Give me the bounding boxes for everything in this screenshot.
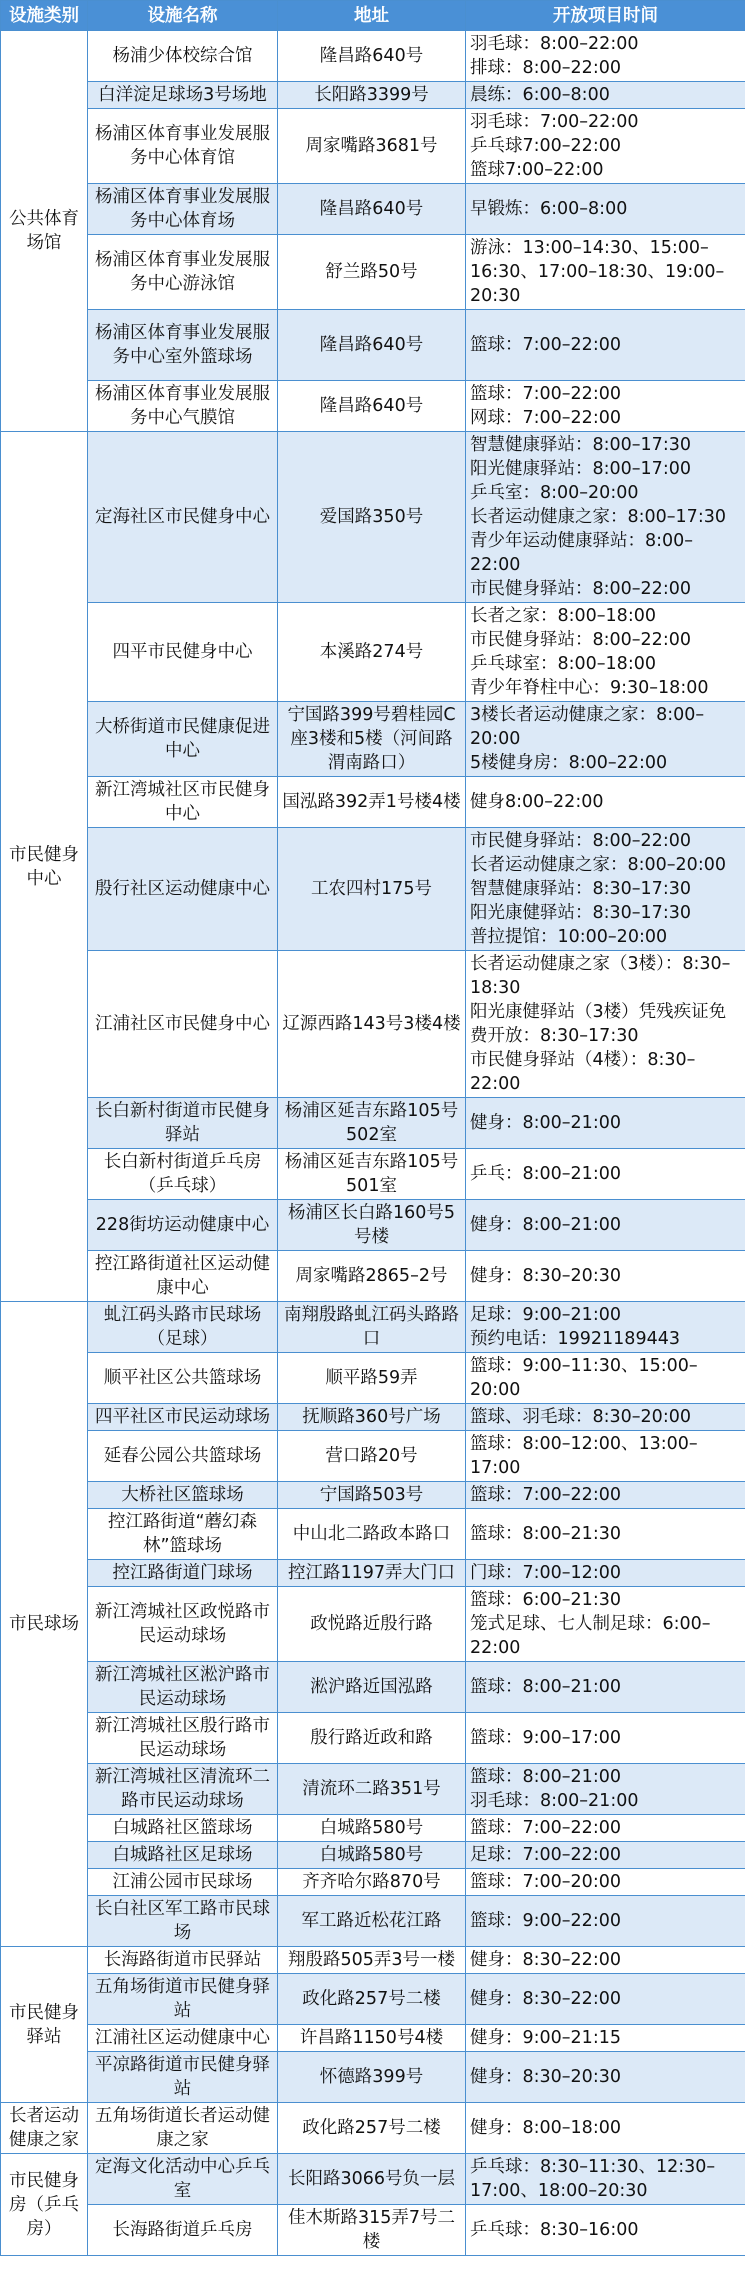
hours-line: 乒乓球7:00–22:00	[470, 136, 621, 156]
hours-line: 篮球：7:00–22:00	[470, 1485, 621, 1505]
hours-line: 阳光康健驿站（3楼）凭残疾证免费开放：8:30–17:30	[470, 1002, 727, 1046]
hours-line: 羽毛球：7:00–22:00	[470, 112, 639, 132]
category-cell: 市民健身驿站	[1, 1947, 88, 2103]
address-cell: 佳木斯路315弄7号二楼	[278, 2205, 466, 2256]
hours-line: 篮球：8:00–21:00	[470, 1767, 621, 1787]
open-hours-cell	[466, 31, 745, 82]
category-cell: 公共体育场馆	[1, 31, 88, 432]
table-row	[1, 1149, 745, 1200]
open-hours-cell	[466, 82, 745, 109]
facility-name-cell: 大桥社区篮球场	[88, 1482, 278, 1509]
hours-line: 游泳：13:00–14:30、15:00–16:30、17:00–18:30、19:00–20:30	[470, 238, 725, 306]
hours-line: 阳光康健驿站：8:30–17:30	[470, 903, 691, 923]
hours-line: 乒乓：8:00–21:00	[470, 1164, 621, 1184]
address-cell: 清流环二路351号	[278, 1764, 466, 1815]
facility-name-cell: 新江湾城社区淞沪路市民运动球场	[88, 1662, 278, 1713]
hours-line: 篮球：9:00–22:00	[470, 1911, 621, 1931]
hours-line: 健身：9:00–21:15	[470, 2028, 621, 2048]
table-row	[1, 109, 745, 184]
table-row	[1, 1404, 745, 1431]
category-cell: 市民球场	[1, 1302, 88, 1947]
table-row	[1, 1509, 745, 1560]
hours-line: 5楼健身房：8:00–22:00	[470, 753, 668, 773]
open-hours-cell	[466, 1098, 745, 1149]
table-row	[1, 1560, 745, 1587]
table-row	[1, 1482, 745, 1509]
address-cell: 宁国路503号	[278, 1482, 466, 1509]
hours-line: 健身：8:00–21:00	[470, 1215, 621, 1235]
open-hours-cell	[466, 109, 745, 184]
facility-name-cell: 228街坊运动健康中心	[88, 1200, 278, 1251]
facility-name-cell: 五角场街道市民健身驿站	[88, 1974, 278, 2025]
hours-line: 青少年脊柱中心：9:30–18:00	[470, 678, 709, 698]
facility-name-cell: 江浦社区运动健康中心	[88, 2025, 278, 2052]
hours-line: 乒乓室：8:00–20:00	[470, 483, 639, 503]
address-cell: 齐齐哈尔路870号	[278, 1869, 466, 1896]
facility-name-cell: 白城路社区篮球场	[88, 1815, 278, 1842]
open-hours-cell	[466, 1713, 745, 1764]
address-cell: 杨浦区延吉东路105号501室	[278, 1149, 466, 1200]
hours-line: 篮球：8:00–21:30	[470, 1524, 621, 1544]
address-cell: 南翔殷路虬江码头路路口	[278, 1302, 466, 1353]
hours-line: 乒乓球：8:30–16:00	[470, 2220, 639, 2240]
hours-line: 预约电话：19921189443	[470, 1329, 680, 1349]
facility-name-cell: 杨浦少体校综合馆	[88, 31, 278, 82]
table-row	[1, 1974, 745, 2025]
open-hours-cell	[466, 1404, 745, 1431]
address-cell: 中山北二路政本路口	[278, 1509, 466, 1560]
table-row	[1, 1353, 745, 1404]
table-row	[1, 1200, 745, 1251]
facility-name-cell: 虬江码头路市民球场（足球）	[88, 1302, 278, 1353]
address-cell: 隆昌路640号	[278, 381, 466, 432]
hours-line: 网球：7:00–22:00	[470, 408, 621, 428]
address-cell: 军工路近松花江路	[278, 1896, 466, 1947]
open-hours-cell	[466, 828, 745, 951]
address-cell: 控江路1197弄大门口	[278, 1560, 466, 1587]
open-hours-cell	[466, 1662, 745, 1713]
address-cell: 工农四村175号	[278, 828, 466, 951]
facility-name-cell: 新江湾城社区清流环二路市民运动球场	[88, 1764, 278, 1815]
facility-name-cell: 长白新村街道乒乓房（乒乓球）	[88, 1149, 278, 1200]
hours-line: 健身：8:30–20:30	[470, 1266, 621, 1286]
hours-line: 篮球：7:00–20:00	[470, 1872, 621, 1892]
address-cell: 顺平路59弄	[278, 1353, 466, 1404]
open-hours-cell	[466, 2103, 745, 2154]
open-hours-cell	[466, 2025, 745, 2052]
facility-name-cell: 大桥街道市民健康促进中心	[88, 702, 278, 777]
table-row	[1, 828, 745, 951]
facility-name-cell: 定海社区市民健身中心	[88, 432, 278, 603]
open-hours-cell	[466, 777, 745, 828]
open-hours-cell	[466, 310, 745, 381]
address-cell: 隆昌路640号	[278, 31, 466, 82]
open-hours-cell	[466, 1764, 745, 1815]
header-facility-name: 设施名称	[88, 1, 278, 31]
table-row	[1, 432, 745, 603]
hours-line: 晨练：6:00–8:00	[470, 85, 610, 105]
facility-name-cell: 新江湾城社区政悦路市民运动球场	[88, 1587, 278, 1662]
hours-line: 足球：7:00–22:00	[470, 1845, 621, 1865]
facility-name-cell: 新江湾城社区殷行路市民运动球场	[88, 1713, 278, 1764]
table-row	[1, 2154, 745, 2205]
hours-line: 篮球、羽毛球：8:30–20:00	[470, 1407, 691, 1427]
header-open-hours: 开放项目时间	[466, 1, 745, 31]
facility-name-cell: 白洋淀足球场3号场地	[88, 82, 278, 109]
hours-line: 智慧健康驿站：8:30–17:30	[470, 879, 691, 899]
address-cell: 怀德路399号	[278, 2052, 466, 2103]
table-row	[1, 1947, 745, 1974]
facility-name-cell: 定海文化活动中心乒乓室	[88, 2154, 278, 2205]
address-cell: 翔殷路505弄3号一楼	[278, 1947, 466, 1974]
table-row	[1, 381, 745, 432]
category-cell: 市民健身房（乒乓房）	[1, 2154, 88, 2256]
address-cell: 周家嘴路2865–2号	[278, 1251, 466, 1302]
open-hours-cell	[466, 381, 745, 432]
hours-line: 健身：8:30–20:30	[470, 2067, 621, 2087]
address-cell: 长阳路3399号	[278, 82, 466, 109]
facility-name-cell: 控江路街道“蘑幻森林”篮球场	[88, 1509, 278, 1560]
facility-name-cell: 延春公园公共篮球场	[88, 1431, 278, 1482]
hours-line: 健身：8:30–22:00	[470, 1950, 621, 1970]
open-hours-cell	[466, 603, 745, 702]
facility-name-cell: 长白社区军工路市民球场	[88, 1896, 278, 1947]
facility-name-cell: 四平社区市民运动球场	[88, 1404, 278, 1431]
hours-line: 羽毛球：8:00–22:00	[470, 34, 639, 54]
table-row	[1, 1587, 745, 1662]
hours-line: 市民健身驿站：8:00–22:00	[470, 630, 691, 650]
hours-line: 健身：8:00–21:00	[470, 1113, 621, 1133]
hours-line: 健身：8:00–18:00	[470, 2118, 621, 2138]
facility-name-cell: 杨浦区体育事业发展服务中心气膜馆	[88, 381, 278, 432]
table-row	[1, 1842, 745, 1869]
facility-name-cell: 长海路街道乒乓房	[88, 2205, 278, 2256]
open-hours-cell	[466, 1842, 745, 1869]
header-category: 设施类别	[1, 1, 88, 31]
address-cell: 政悦路近殷行路	[278, 1587, 466, 1662]
hours-line: 篮球：8:00–12:00、13:00–17:00	[470, 1434, 698, 1478]
table-row	[1, 82, 745, 109]
facility-name-cell: 江浦社区市民健身中心	[88, 951, 278, 1098]
open-hours-cell	[466, 2205, 745, 2256]
hours-line: 羽毛球：8:00–21:00	[470, 1791, 639, 1811]
address-cell: 杨浦区延吉东路105号502室	[278, 1098, 466, 1149]
open-hours-cell	[466, 1974, 745, 2025]
open-hours-cell	[466, 1200, 745, 1251]
hours-line: 长者运动健康之家（3楼）：8:30–18:30	[470, 954, 731, 998]
hours-line: 篮球：7:00–22:00	[470, 335, 621, 355]
hours-line: 乒乓球：8:30–11:30、12:30–17:00、18:00–20:30	[470, 2157, 716, 2201]
hours-line: 篮球：9:00–17:00	[470, 1728, 621, 1748]
hours-line: 篮球：7:00–22:00	[470, 1818, 621, 1838]
hours-line: 篮球：7:00–22:00	[470, 384, 621, 404]
hours-line: 3楼长者运动健康之家：8:00–20:00	[470, 705, 705, 749]
open-hours-cell	[466, 1947, 745, 1974]
address-cell: 政化路257号二楼	[278, 2103, 466, 2154]
address-cell: 爱国路350号	[278, 432, 466, 603]
table-row	[1, 1302, 745, 1353]
open-hours-cell	[466, 1560, 745, 1587]
hours-line: 长者之家：8:00–18:00	[470, 606, 656, 626]
table-row	[1, 603, 745, 702]
open-hours-cell	[466, 1302, 745, 1353]
address-cell: 宁国路399号碧桂园C座3楼和5楼（河间路渭南路口）	[278, 702, 466, 777]
table-row	[1, 1896, 745, 1947]
table-row	[1, 702, 745, 777]
table-row	[1, 1713, 745, 1764]
open-hours-cell	[466, 1509, 745, 1560]
open-hours-cell	[466, 2052, 745, 2103]
category-cell: 长者运动健康之家	[1, 2103, 88, 2154]
address-cell: 白城路580号	[278, 1815, 466, 1842]
open-hours-cell	[466, 1896, 745, 1947]
table-row	[1, 1662, 745, 1713]
table-row	[1, 184, 745, 235]
table-row	[1, 2103, 745, 2154]
hours-line: 健身8:00–22:00	[470, 792, 604, 812]
address-cell: 辽源西路143号3楼4楼	[278, 951, 466, 1098]
facility-name-cell: 四平市民健身中心	[88, 603, 278, 702]
open-hours-cell	[466, 1431, 745, 1482]
table-row	[1, 2052, 745, 2103]
table-row	[1, 777, 745, 828]
facility-name-cell: 控江路街道门球场	[88, 1560, 278, 1587]
facility-name-cell: 杨浦区体育事业发展服务中心室外篮球场	[88, 310, 278, 381]
hours-line: 排球：8:00–22:00	[470, 58, 621, 78]
facility-name-cell: 白城路社区足球场	[88, 1842, 278, 1869]
facility-name-cell: 长白新村街道市民健身驿站	[88, 1098, 278, 1149]
open-hours-cell	[466, 432, 745, 603]
hours-line: 长者运动健康之家：8:00–20:00	[470, 855, 726, 875]
open-hours-cell	[466, 184, 745, 235]
address-cell: 殷行路近政和路	[278, 1713, 466, 1764]
open-hours-cell	[466, 1353, 745, 1404]
facility-name-cell: 江浦公园市民球场	[88, 1869, 278, 1896]
facility-name-cell: 顺平社区公共篮球场	[88, 1353, 278, 1404]
hours-line: 市民健身驿站：8:00–22:00	[470, 831, 691, 851]
table-row	[1, 2205, 745, 2256]
address-cell: 本溪路274号	[278, 603, 466, 702]
table-row	[1, 31, 745, 82]
table-row	[1, 1869, 745, 1896]
facility-name-cell: 杨浦区体育事业发展服务中心体育场	[88, 184, 278, 235]
hours-line: 市民健身驿站（4楼）：8:30–22:00	[470, 1050, 696, 1094]
facility-name-cell: 杨浦区体育事业发展服务中心体育馆	[88, 109, 278, 184]
table-row	[1, 2025, 745, 2052]
table-row	[1, 1815, 745, 1842]
table-row	[1, 235, 745, 310]
facility-name-cell: 平凉路街道市民健身驿站	[88, 2052, 278, 2103]
open-hours-cell	[466, 951, 745, 1098]
table-row	[1, 951, 745, 1098]
header-row	[1, 1, 745, 31]
address-cell: 隆昌路640号	[278, 184, 466, 235]
table-row	[1, 1431, 745, 1482]
facility-name-cell: 殷行社区运动健康中心	[88, 828, 278, 951]
address-cell: 白城路580号	[278, 1842, 466, 1869]
category-cell: 市民健身中心	[1, 432, 88, 1302]
open-hours-cell	[466, 1869, 745, 1896]
hours-line: 笼式足球、七人制足球：6:00–22:00	[470, 1614, 711, 1658]
hours-line: 篮球：9:00–11:30、15:00–20:00	[470, 1356, 698, 1400]
address-cell: 国泓路392弄1号楼4楼	[278, 777, 466, 828]
hours-line: 篮球：8:00–21:00	[470, 1677, 621, 1697]
address-cell: 长阳路3066号负一层	[278, 2154, 466, 2205]
address-cell: 周家嘴路3681号	[278, 109, 466, 184]
open-hours-cell	[466, 1482, 745, 1509]
hours-line: 智慧健康驿站：8:00–17:30	[470, 435, 691, 455]
facility-name-cell: 杨浦区体育事业发展服务中心游泳馆	[88, 235, 278, 310]
table-body	[1, 31, 745, 2256]
open-hours-cell	[466, 1149, 745, 1200]
address-cell: 许昌路1150号4楼	[278, 2025, 466, 2052]
table-row	[1, 310, 745, 381]
facility-name-cell: 长海路街道市民驿站	[88, 1947, 278, 1974]
hours-line: 健身：8:30–22:00	[470, 1989, 621, 2009]
hours-line: 市民健身驿站：8:00–22:00	[470, 579, 691, 599]
open-hours-cell	[466, 235, 745, 310]
address-cell: 舒兰路50号	[278, 235, 466, 310]
hours-line: 篮球：6:00–21:30	[470, 1590, 621, 1610]
address-cell: 抚顺路360号广场	[278, 1404, 466, 1431]
hours-line: 青少年运动健康驿站：8:00–22:00	[470, 531, 694, 575]
open-hours-cell	[466, 1251, 745, 1302]
open-hours-cell	[466, 1587, 745, 1662]
facility-name-cell: 新江湾城社区市民健身中心	[88, 777, 278, 828]
address-cell: 杨浦区长白路160号5号楼	[278, 1200, 466, 1251]
open-hours-cell	[466, 702, 745, 777]
address-cell: 政化路257号二楼	[278, 1974, 466, 2025]
hours-line: 长者运动健康之家：8:00–17:30	[470, 507, 726, 527]
facility-name-cell: 五角场街道长者运动健康之家	[88, 2103, 278, 2154]
hours-line: 早锻炼：6:00–8:00	[470, 199, 628, 219]
table-row	[1, 1098, 745, 1149]
table-row	[1, 1764, 745, 1815]
open-hours-cell	[466, 2154, 745, 2205]
facility-name-cell: 控江路街道社区运动健康中心	[88, 1251, 278, 1302]
hours-line: 篮球7:00–22:00	[470, 160, 604, 180]
hours-line: 足球：9:00–21:00	[470, 1305, 621, 1325]
address-cell: 隆昌路640号	[278, 310, 466, 381]
hours-line: 普拉提馆：10:00–20:00	[470, 927, 668, 947]
header-address: 地址	[278, 1, 466, 31]
hours-line: 阳光健康驿站：8:00–17:00	[470, 459, 691, 479]
open-hours-cell	[466, 1815, 745, 1842]
address-cell: 淞沪路近国泓路	[278, 1662, 466, 1713]
address-cell: 营口路20号	[278, 1431, 466, 1482]
table-row	[1, 1251, 745, 1302]
hours-line: 乒乓球室：8:00–18:00	[470, 654, 656, 674]
hours-line: 门球：7:00–12:00	[470, 1563, 621, 1583]
